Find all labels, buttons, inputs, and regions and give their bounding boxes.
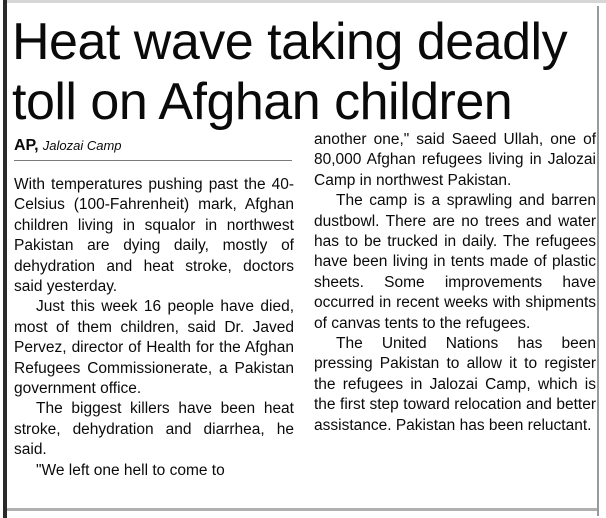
byline-place: Jalozai Camp xyxy=(42,138,122,153)
bottom-border xyxy=(7,508,597,511)
paragraph: Just this week 16 people have died, most of them children, said Dr. Javed Pervez, director of Health for the Afghan Refugees Commissionerate, a Pakistan government office. xyxy=(14,298,294,398)
paragraph: With temperatures pushing past the 40-Celsius (100-Fahrenheit) mark, Afghan children living in squalor in northwest Pakistan are dying daily, mostly of dehydration and heat stroke, doctors said yesterday. xyxy=(14,176,294,296)
paragraph: The biggest killers have been heat stroke, dehydration and diarrhea, he said. xyxy=(14,400,294,459)
top-border xyxy=(7,0,606,3)
paragraph: The United Nations has been pressing Pakistan to allow it to register the refugees in Jalozai Camp, which is the first step toward relocation and better assistance. Pakistan has been reluctant. xyxy=(314,335,596,434)
paragraph: "We left one hell to come to xyxy=(36,461,225,479)
byline xyxy=(14,136,294,156)
byline-agency: AP, xyxy=(14,137,39,154)
right-border xyxy=(597,6,599,516)
paragraph: The camp is a sprawling and barren dustbowl. There are no trees and water has to be trucked in daily. The refugees have been living in tents made of plastic sheets. Some improvements have occurred in recent weeks with shipments of canvas tents to the refugees. xyxy=(314,192,596,332)
paragraph: another one," said Saeed Ullah, one of 80,000 Afghan refugees living in Jalozai Camp in northwest Pakistan. xyxy=(314,131,596,189)
byline-divider xyxy=(14,160,292,161)
headline-line-1: Heat wave taking deadly xyxy=(12,13,568,71)
article-column-right xyxy=(314,130,596,436)
left-border xyxy=(3,0,7,518)
headline-line-2: toll on Afghan children xyxy=(12,73,513,131)
headline xyxy=(12,12,596,132)
article-column-left xyxy=(14,175,294,481)
